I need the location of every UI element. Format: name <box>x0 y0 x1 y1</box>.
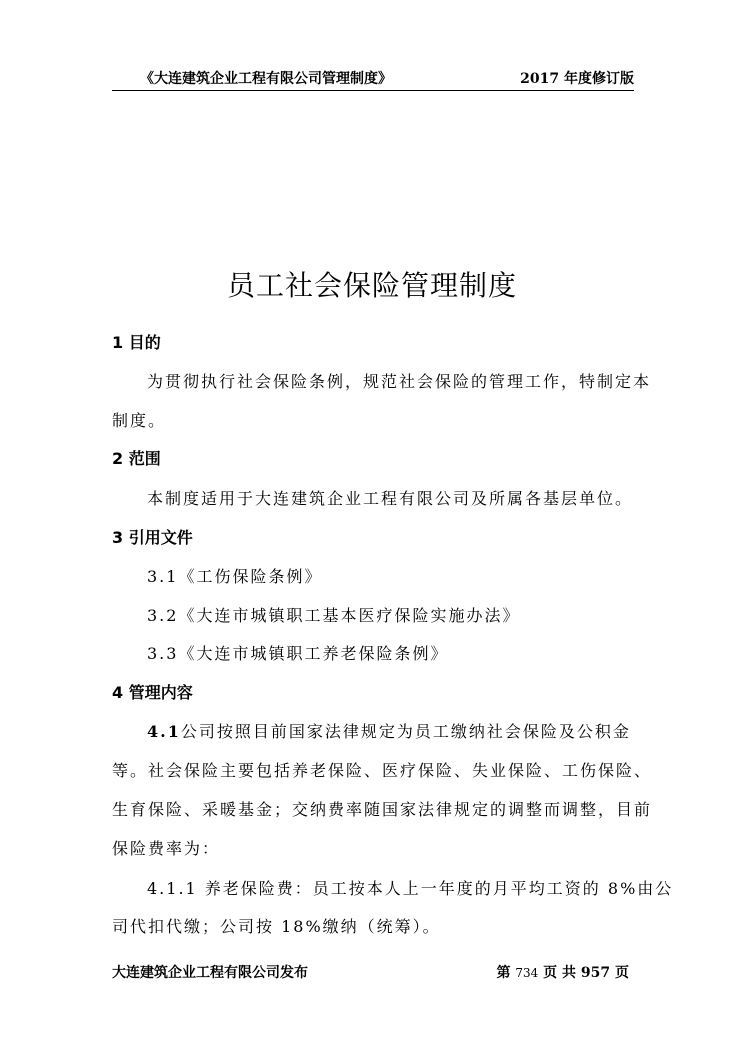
page-current: 734 <box>515 966 539 980</box>
clause-text: 公司按照目前国家法律规定为员工缴纳社会保险及公积金 <box>180 722 631 741</box>
paragraph-line: 本制度适用于大连建筑企业工程有限公司及所属各基层单位。 <box>147 489 634 508</box>
paragraph-line: 4.1.1 养老保险费：员工按本人上一年度的月平均工资的 8%由公 <box>147 879 674 898</box>
reference-item: 3.1《工伤保险条例》 <box>147 567 323 586</box>
section-heading-management: 4 管理内容 <box>112 683 193 702</box>
header-right-edition: 2017 年度修订版 <box>520 71 634 87</box>
clause-number: 4.1 <box>147 722 181 741</box>
paragraph-line: 等。社会保险主要包括养老保险、医疗保险、失业保险、工伤保险、 <box>112 761 653 780</box>
reference-item: 3.3《大连市城镇职工养老保险条例》 <box>147 644 449 663</box>
paragraph-line: 为贯彻执行社会保险条例，规范社会保险的管理工作，特制定本 <box>147 372 652 391</box>
paragraph-line: 生育保险、采暖基金；交纳费率随国家法律规定的调整而调整，目前 <box>112 800 653 819</box>
paragraph-line: 司代扣代缴；公司按 18%缴纳（统筹）。 <box>112 917 441 936</box>
header-divider <box>112 90 634 91</box>
page-title: 员工社会保险管理制度 <box>226 269 517 302</box>
header-left-title: 《大连建筑企业工程有限公司管理制度》 <box>140 71 392 87</box>
paragraph-line: 制度。 <box>112 411 167 430</box>
footer-publisher: 大连建筑企业工程有限公司发布 <box>112 965 308 981</box>
section-heading-purpose: 1 目的 <box>112 333 161 352</box>
paragraph-line <box>147 719 631 742</box>
page-mid: 页 共 <box>543 965 577 981</box>
page-prefix: 第 <box>496 965 511 981</box>
paragraph-line: 保险费率为： <box>112 839 221 858</box>
reference-item: 3.2《大连市城镇职工基本医疗保险实施办法》 <box>147 606 521 625</box>
page-suffix: 页 <box>615 965 629 981</box>
section-heading-references: 3 引用文件 <box>112 528 193 547</box>
section-heading-scope: 2 范围 <box>112 449 161 468</box>
page-total: 957 <box>580 965 611 981</box>
footer-page-number <box>496 962 629 982</box>
